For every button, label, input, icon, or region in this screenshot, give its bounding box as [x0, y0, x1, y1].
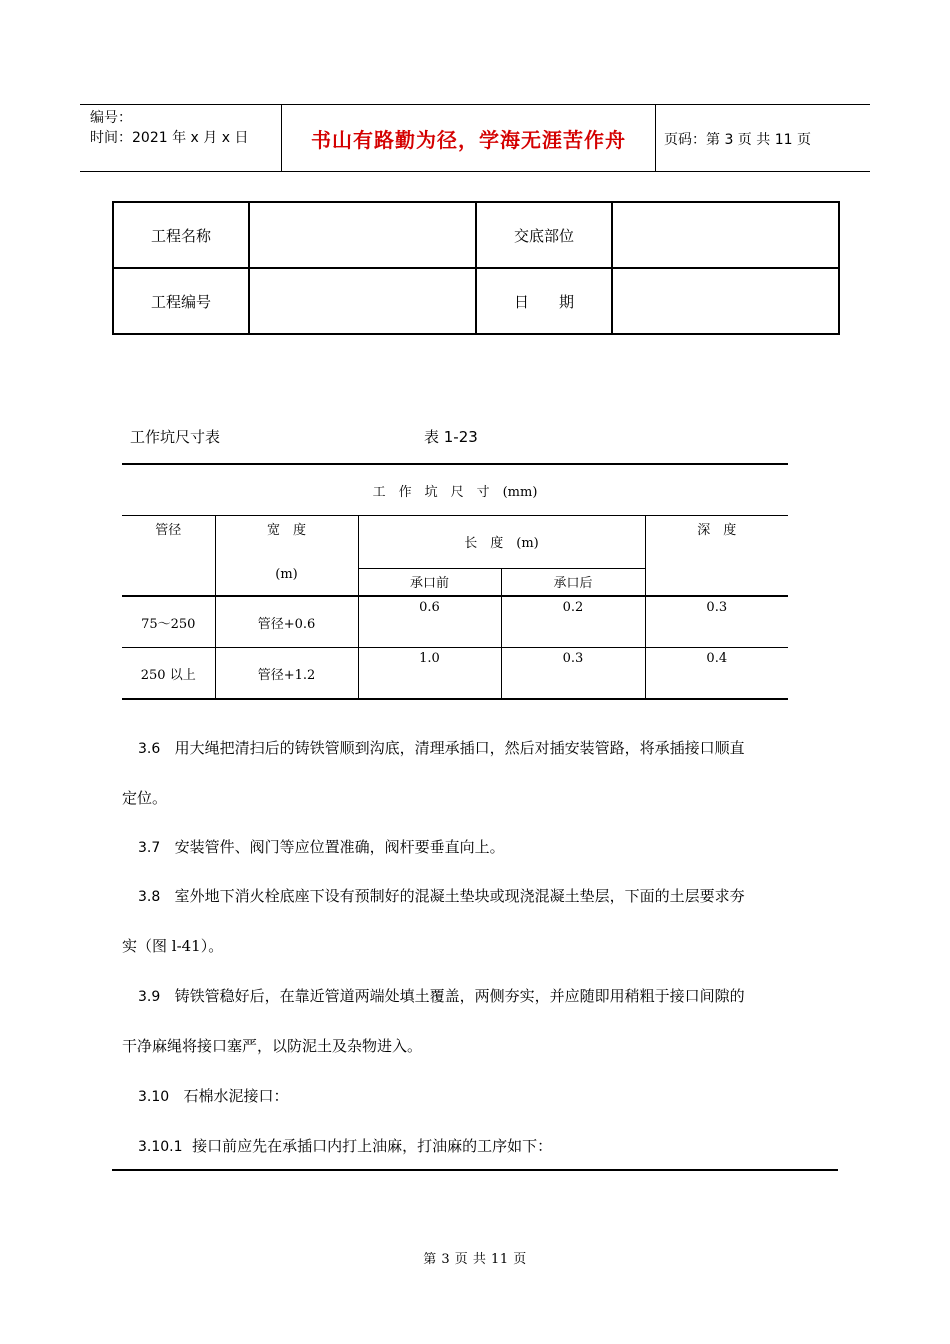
- paragraph-text: 安装管件、阀门等应位置准确，阀杆要垂直向上。: [174, 838, 505, 856]
- pit-pipe-cell: 75～250: [122, 596, 215, 648]
- col-depth-header: 深 度: [645, 516, 788, 597]
- bottom-rule: [112, 1169, 838, 1171]
- paragraph-3-10-1: [122, 1135, 838, 1156]
- header-motto: 书山有路勤为径，学海无涯苦作舟: [311, 128, 626, 152]
- paragraph-text: 室外地下消火栓底座下设有预制好的混凝土垫块或现浇混凝土垫层，下面的土层要求夯: [174, 887, 745, 905]
- paragraph-3-7: [122, 836, 838, 857]
- col-length-header: 长 度 (m): [358, 516, 645, 569]
- pit-depth-cell: 0.3: [645, 596, 788, 648]
- date-label: 日 期: [476, 268, 612, 334]
- project-no-value: [249, 268, 476, 334]
- header-page-label: 页码：第 3 页 共 11 页: [664, 132, 811, 148]
- time-label: 时间：2021 年 x 月 x 日: [90, 130, 249, 146]
- pit-back-cell: 0.3: [501, 648, 645, 700]
- col-front-header: 承口前: [358, 568, 501, 594]
- paragraph-3-9: [122, 985, 838, 1006]
- paragraph-number: 3.9: [138, 989, 161, 1005]
- pit-pipe-cell: 250 以上: [122, 648, 215, 700]
- date-value: [612, 268, 839, 334]
- project-no-label: 工程编号: [113, 268, 249, 334]
- project-name-value: [249, 202, 476, 268]
- paragraph-number: 3.7: [138, 840, 161, 856]
- pit-table-title: 工作坑尺寸表: [130, 428, 221, 446]
- paragraph-number: 3.10: [138, 1089, 170, 1105]
- pit-front-cell: 1.0: [358, 648, 501, 700]
- table-row: [122, 648, 788, 700]
- pit-group-header: 工 作 坑 尺 寸 (mm): [122, 464, 788, 516]
- width-unit-label: (m): [275, 567, 298, 582]
- paragraph-3-10: [122, 1085, 838, 1106]
- pit-width-cell: 管径+1.2: [215, 648, 358, 700]
- paragraph-3-8-cont: 实（图 l-41）。: [122, 937, 224, 955]
- serial-label: 编号：: [90, 110, 132, 126]
- header-bottom-rule: [80, 171, 870, 172]
- paragraph-text: 石棉水泥接口：: [183, 1087, 289, 1105]
- pit-table-number: 表 1-23: [424, 428, 478, 446]
- pit-depth-cell: 0.4: [645, 648, 788, 700]
- pit-front-cell: 0.6: [358, 596, 501, 648]
- pit-width-cell: 管径+0.6: [215, 596, 358, 648]
- handover-part-label: 交底部位: [476, 202, 612, 268]
- col-width-header: 宽 度: [215, 516, 358, 595]
- header-top-rule: [80, 104, 870, 105]
- paragraph-text: 用大绳把清扫后的铸铁管顺到沟底，清理承插口，然后对插安装管路，将承插接口顺直: [174, 739, 745, 757]
- paragraph-3-6-cont: 定位。: [122, 789, 168, 807]
- col-back-header: 承口后: [501, 568, 645, 594]
- paragraph-number: 3.8: [138, 889, 161, 905]
- col-pipe-header: 管径: [122, 516, 215, 597]
- handover-part-value: [612, 202, 839, 268]
- page-footer: 第 3 页 共 11 页: [423, 1252, 527, 1267]
- project-name-label: 工程名称: [113, 202, 249, 268]
- paragraph-3-6: [122, 737, 838, 758]
- table-row: [113, 268, 839, 334]
- paragraph-3-9-cont: 干净麻绳将接口塞严，以防泥土及杂物进入。: [122, 1037, 423, 1055]
- table-row: [122, 596, 788, 648]
- paragraph-3-8: [122, 885, 838, 906]
- paragraph-number: 3.6: [138, 741, 161, 757]
- header-meta: [90, 108, 248, 148]
- paragraph-text: 接口前应先在承插口内打上油麻，打油麻的工序如下：: [192, 1137, 553, 1155]
- pit-back-cell: 0.2: [501, 596, 645, 648]
- table-row: [113, 202, 839, 268]
- table-row: [122, 516, 788, 569]
- header-divider: [655, 104, 656, 172]
- table-row: [122, 464, 788, 516]
- paragraph-number: 3.10.1: [138, 1139, 183, 1155]
- project-info-table: [112, 201, 840, 335]
- paragraph-text: 铸铁管稳好后，在靠近管道两端处填土覆盖，两侧夯实，并应随即用稍粗于接口间隙的: [174, 987, 745, 1005]
